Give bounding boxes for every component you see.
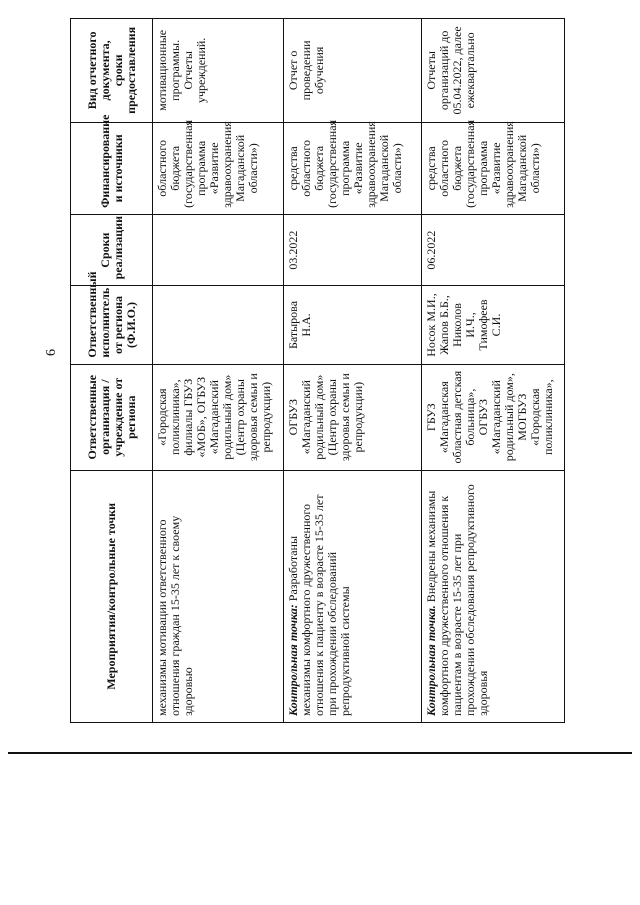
term-cell: 03.2022 — [284, 214, 422, 285]
table-row — [284, 19, 422, 723]
plan-table — [70, 18, 565, 723]
report-cell: Отчет о проведении обучения — [284, 19, 422, 123]
finance-cell: средства областного бюджета (государственная программа «Развитие здравоохранения Магаданской области») — [422, 122, 565, 214]
finance-cell: средства областного бюджета (государственная программа «Развитие здравоохранения Магаданской области») — [284, 122, 422, 214]
event-text: Внедрены механизмы комфортного дружественного отношения к пациентам в возрасте 15-35 лет при прохождении обследования репродуктивного здоровья — [424, 484, 490, 716]
header-report: Вид отчетного документа, сроки предоставления — [71, 19, 153, 123]
event-prefix: Контрольная точка: — [286, 604, 300, 716]
event-cell — [422, 470, 565, 722]
header-events: Мероприятия/контрольные точки — [71, 470, 153, 722]
term-cell: 06.2022 — [422, 214, 565, 285]
report-cell: мотивационные программы. Отчеты учреждений. — [153, 19, 284, 123]
table-row — [153, 19, 284, 723]
header-financing: Финансирование и источники — [71, 122, 153, 214]
event-prefix: Контрольная точка. — [424, 605, 438, 716]
report-cell: Отчеты организаций до 05.04.2022, далее ежеквартально — [422, 19, 565, 123]
header-organization: Ответственные организация / учреждение от региона — [71, 364, 153, 470]
org-cell: ГБУЗ «Магаданская областная детская больница», ОГБУЗ «Магаданский родильный дом», МОГБУЗ «Городская поликлиника», — [422, 364, 565, 470]
page-number: 6 — [44, 349, 59, 356]
rotated-table-container — [70, 18, 564, 723]
event-cell — [284, 470, 422, 722]
event-text: механизмы мотивации ответственного отношения граждан 15-35 лет к своему здоровью — [155, 515, 195, 716]
person-cell: Носок М.И., Жапов Б.Б., Николов И.Ч., Тимофеев С.И. — [422, 286, 565, 364]
person-cell — [153, 286, 284, 364]
header-row — [71, 19, 153, 723]
page-divider-line — [8, 752, 632, 754]
finance-cell: областного бюджета (государственная программа «Развитие здравоохранения Магаданской области») — [153, 122, 284, 214]
term-cell — [153, 214, 284, 285]
org-cell: ОГБУЗ «Магаданский родильный дом» (Центр охраны здоровья семьи и репродукции) — [284, 364, 422, 470]
event-text: Разработаны механизмы комфортного дружественного отношения к пациенту в возрасте 15-35 лет при прохождении обследований репродуктивной системы — [286, 494, 352, 716]
person-cell: Батырова Н.А. — [284, 286, 422, 364]
event-cell — [153, 470, 284, 722]
header-terms: Сроки реализации — [71, 214, 153, 285]
header-executor: Ответственный исполнитель от региона (Ф.И.О.) — [71, 286, 153, 364]
table-row — [422, 19, 565, 723]
org-cell: «Городская поликлиника», филиалы ГБУЗ «МОБ», ОГБУЗ «Магаданский родильный дом» (Центр охраны здоровья семьи и репродукции) — [153, 364, 284, 470]
